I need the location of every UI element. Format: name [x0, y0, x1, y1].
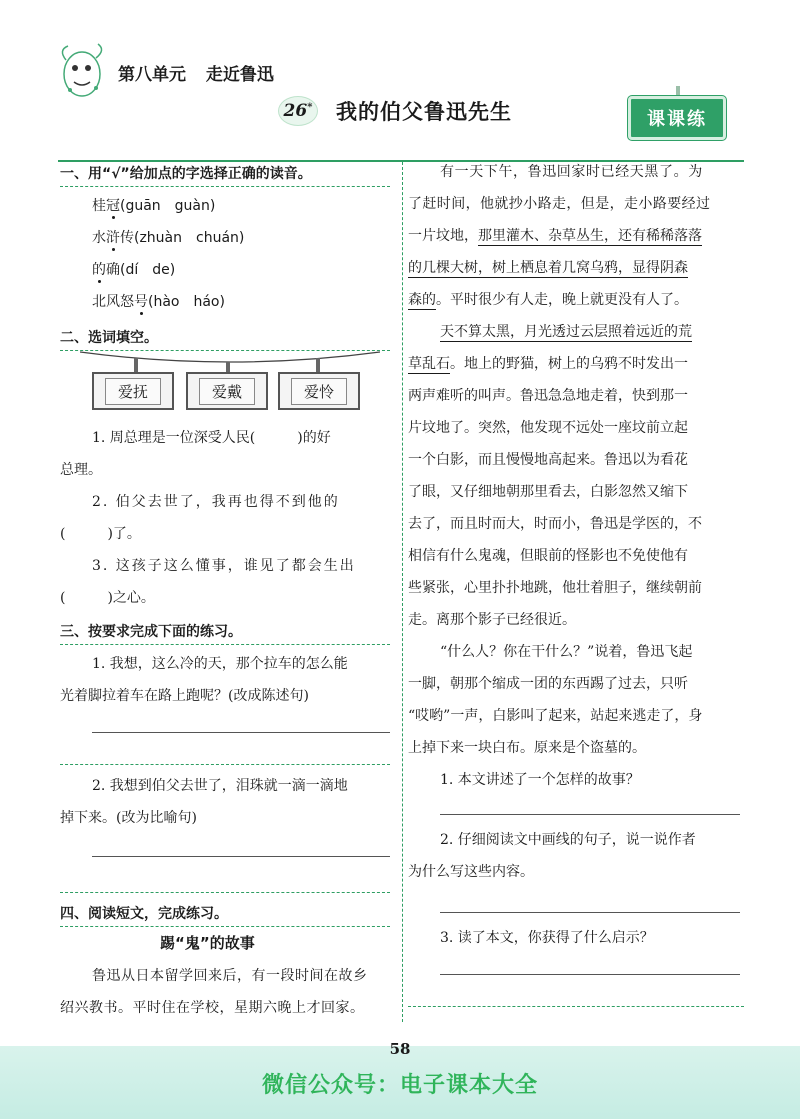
answer-line[interactable]: [92, 856, 390, 857]
story-line: 森的。平时很少有人走，晚上就更没有人了。: [408, 292, 688, 308]
dashed-divider: [60, 764, 390, 765]
reading-question-1: 1. 本文讲述了一个怎样的故事？: [440, 772, 640, 788]
s2-q3-line2: ( )之心。: [60, 590, 155, 606]
story-line: 草乱石。地上的野猫，树上的乌鸦不时发出一: [408, 356, 688, 372]
reading-question-2a: 2. 仔细阅读文中画线的句子，说一说作者: [440, 832, 696, 848]
page-number: 58: [389, 1040, 411, 1058]
story-line: 了眼，又仔细地朝那里看去，白影忽然又缩下: [408, 484, 688, 500]
story-line: 了赶时间，他就抄小路走，但是，走小路要经过: [408, 196, 711, 212]
section1-heading: 一、用“√”给加点的字选择正确的读音。: [60, 162, 390, 187]
s3-q2-line1: 2. 我想到伯父去世了，泪珠就一滴一滴地: [92, 778, 348, 794]
unit-mascot-icon: [52, 40, 112, 104]
kekelian-badge: 课课练: [628, 96, 726, 140]
lesson-title: 我的伯父鲁迅先生: [336, 99, 512, 124]
story-line: 鲁迅从日本留学回来后，有一段时间在故乡: [92, 968, 368, 984]
section3-heading: 三、按要求完成下面的练习。: [60, 620, 390, 645]
answer-line[interactable]: [440, 974, 740, 975]
s2-q1-line2: 总理。: [60, 462, 102, 478]
section2-heading: 二、选词填空。: [60, 326, 390, 351]
answer-line[interactable]: [92, 732, 390, 733]
story-title: 踢“鬼”的故事: [160, 934, 255, 952]
s2-q3-line1: 3. 这孩子这么懂事，谁见了都会生出: [92, 558, 356, 574]
story-line: 有一天下午，鲁迅回家时已经天黑了。为: [440, 164, 703, 180]
story-line: 去了，而且时而大，时而小，鲁迅是学医的，不: [408, 516, 702, 532]
s2-q2-line1: 2. 伯父去世了，我再也得不到他的: [92, 494, 340, 510]
pinyin-item-1: 桂冠(guān guàn): [92, 198, 216, 214]
story-line: 上掉下来一块白布。原来是个盗墓的。: [408, 740, 646, 756]
story-line: 一个白影，而且慢慢地高起来。鲁迅以为看花: [408, 452, 688, 468]
story-line: 绍兴教书。平时住在学校，星期六晚上才回家。: [60, 1000, 365, 1016]
watermark-text: 微信公众号：电子课本大全: [261, 1073, 538, 1098]
story-line: 走。离那个影子已经很近。: [408, 612, 576, 628]
reading-question-3: 3. 读了本文，你获得了什么启示？: [440, 930, 654, 946]
word-card-2: 爱戴: [186, 372, 268, 410]
s3-q1-line2: 光着脚拉着车在路上跑呢？(改成陈述句): [60, 688, 309, 704]
story-line: 天不算太黑，月光透过云层照着远近的荒: [440, 324, 692, 340]
pinyin-item-4: 北风怒号(hào háo): [92, 294, 225, 310]
story-line: 的几棵大树，树上栖息着几窝乌鸦，显得阴森: [408, 260, 688, 276]
s2-q2-line2: ( )了。: [60, 526, 141, 542]
story-line: 一脚，朝那个缩成一团的东西踢了过去，只听: [408, 676, 688, 692]
s3-q1-line1: 1. 我想，这么冷的天，那个拉车的怎么能: [92, 656, 348, 672]
section4-heading: 四、阅读短文，完成练习。: [60, 902, 390, 927]
pinyin-item-2: 水浒传(zhuàn chuán): [92, 230, 245, 246]
reading-question-2b: 为什么写这些内容。: [408, 864, 534, 880]
story-line: 些紧张，心里扑扑地跳，他壮着胆子，继续朝前: [408, 580, 702, 596]
lesson-number-badge: 26 *: [278, 96, 318, 126]
story-line: 片坟地了。突然，他发现不远处一座坟前立起: [408, 420, 688, 436]
word-card-3: 爱怜: [278, 372, 360, 410]
story-line: 一片坟地，那里灌木、杂草丛生，还有稀稀落落: [408, 228, 702, 244]
word-card-1: 爱抚: [92, 372, 174, 410]
dashed-divider: [60, 892, 390, 893]
story-line: 相信有什么鬼魂，但眼前的怪影也不免使他有: [408, 548, 688, 564]
story-line: “什么人？你在干什么？”说着，鲁迅飞起: [440, 644, 693, 660]
column-divider: [402, 162, 403, 1022]
answer-line[interactable]: [440, 814, 740, 815]
unit-title: 第八单元 走近鲁迅: [118, 65, 274, 85]
story-line: “哎哟”一声，白影叫了起来，站起来逃走了，身: [408, 708, 703, 724]
pinyin-item-3: 的确(dí de): [92, 262, 176, 278]
story-line: 两声难听的叫声。鲁迅急急地走着，快到那一: [408, 388, 688, 404]
dashed-divider: [408, 1006, 744, 1007]
answer-line[interactable]: [440, 912, 740, 913]
s3-q2-line2: 掉下来。(改为比喻句): [60, 810, 197, 826]
s2-q1-line1: 1. 周总理是一位深受人民( )的好: [92, 430, 331, 446]
